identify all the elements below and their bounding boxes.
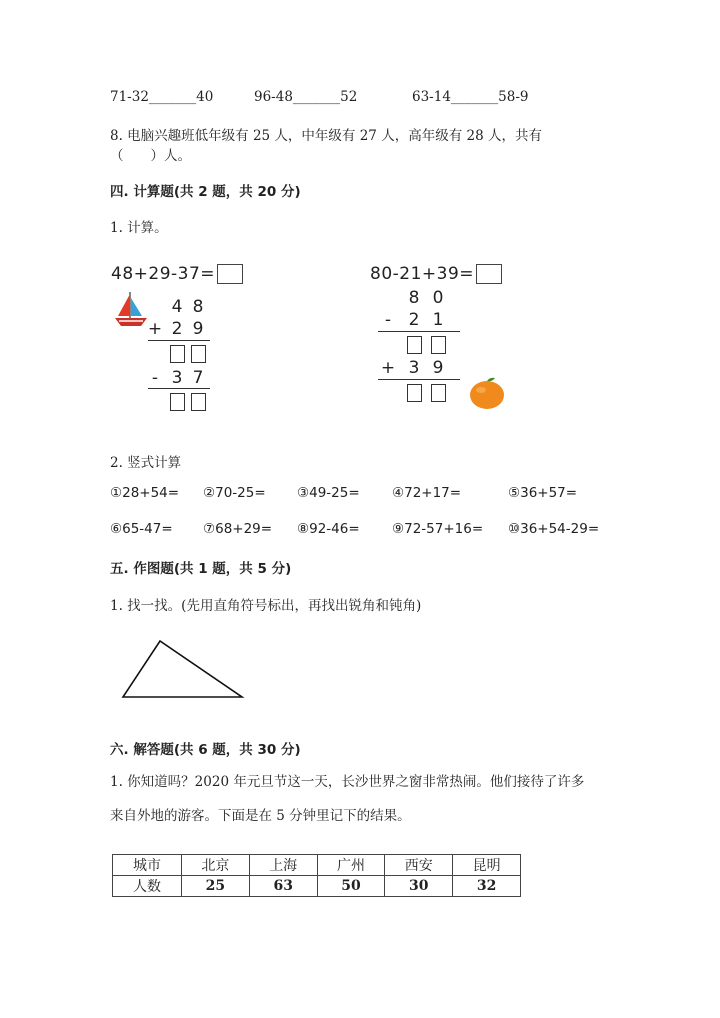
vertical-item-10: ⑩36+54-29= [508, 521, 600, 537]
vertical-item-5: ⑤36+57= [508, 485, 578, 501]
table-header-city: 城市 [113, 855, 182, 876]
right-op2-digit-2: 9 [432, 358, 444, 378]
left-final-box-2[interactable] [191, 393, 206, 411]
right-op1-digit-2: 1 [432, 310, 444, 330]
triangle-shape [123, 641, 242, 697]
left-divider-2 [148, 388, 210, 389]
sailboat-sail-red [118, 294, 130, 316]
orange-icon [468, 376, 506, 410]
compare-blank: _______ [148, 89, 197, 105]
section-5-title: 五. 作图题(共 1 题，共 5 分) [110, 561, 292, 577]
right-op2-digit-1: 3 [408, 358, 420, 378]
compare-right: 40 [196, 89, 214, 105]
right-top-digit-2: 0 [432, 288, 444, 308]
left-op2-digit-1: 3 [171, 368, 183, 388]
compare-item-3 [412, 89, 529, 105]
sailboat-sail-blue [131, 298, 142, 316]
vertical-item-6: ⑥65-47= [110, 521, 173, 537]
left-final-box-1[interactable] [170, 393, 185, 411]
left-equation-text: 48+29-37= [111, 264, 216, 284]
left-divider-1 [148, 340, 210, 341]
compare-blank: _______ [292, 89, 341, 105]
left-equation [111, 264, 243, 284]
right-op1-digit-1: 2 [408, 310, 420, 330]
left-mid-box-1[interactable] [170, 345, 185, 363]
triangle-figure [118, 636, 248, 702]
compare-item-2 [254, 89, 357, 105]
right-divider-2 [378, 379, 460, 380]
compare-left: 63-14 [412, 89, 451, 105]
orange-leaf [487, 378, 495, 381]
right-op2: + [380, 358, 396, 378]
vertical-item-2: ②70-25= [203, 485, 266, 501]
vertical-item-7: ⑦68+29= [203, 521, 273, 537]
right-top-digit-1: 8 [408, 288, 420, 308]
q2-label: 2. 竖式计算 [110, 455, 182, 471]
table-city-2: 上海 [249, 855, 317, 876]
left-op2-digit-2: 7 [192, 368, 204, 388]
vertical-item-8: ⑧92-46= [297, 521, 360, 537]
right-final-box-2[interactable] [431, 384, 446, 402]
vertical-item-4: ④72+17= [392, 485, 462, 501]
table-city-5: 昆明 [453, 855, 521, 876]
section-6-q1-line-1: 1. 你知道吗？2020 年元旦节这一天，长沙世界之窗非常热闹。他们接待了许多 [110, 774, 585, 790]
vertical-item-9: ⑨72-57+16= [392, 521, 484, 537]
section-6-title: 六. 解答题(共 6 题，共 30 分) [110, 742, 301, 758]
table-city-3: 广州 [317, 855, 385, 876]
compare-item-1 [110, 89, 213, 105]
left-op1-digit-1: 2 [171, 319, 183, 339]
right-mid-box-1[interactable] [407, 336, 422, 354]
sailboat-icon [113, 290, 149, 328]
table-count-3: 50 [317, 876, 385, 897]
vertical-item-3: ③49-25= [297, 485, 360, 501]
right-divider-1 [378, 331, 460, 332]
table-row [113, 855, 521, 876]
left-top-digit-1: 4 [171, 297, 183, 317]
left-top-digit-2: 8 [192, 297, 204, 317]
table-count-5: 32 [453, 876, 521, 897]
right-op1: - [384, 310, 392, 330]
table-count-4: 30 [385, 876, 453, 897]
table-row [113, 876, 521, 897]
section-4-title: 四. 计算题(共 2 题，共 20 分) [110, 184, 301, 200]
orange-highlight [476, 387, 486, 393]
compare-left: 96-48 [254, 89, 293, 105]
left-op2: - [151, 368, 159, 388]
right-mid-box-2[interactable] [431, 336, 446, 354]
table-count-2: 63 [249, 876, 317, 897]
vertical-item-1: ①28+54= [110, 485, 180, 501]
right-answer-box[interactable] [476, 264, 502, 284]
section-6-q1-line-2: 来自外地的游客。下面是在 5 分钟里记下的结果。 [110, 808, 411, 824]
compare-right: 58-9 [498, 89, 529, 105]
compare-left: 71-32 [110, 89, 149, 105]
left-op1-digit-2: 9 [192, 319, 204, 339]
right-equation [370, 264, 502, 284]
left-answer-box[interactable] [217, 264, 243, 284]
right-final-box-1[interactable] [407, 384, 422, 402]
left-mid-box-2[interactable] [191, 345, 206, 363]
section-5-q1-label: 1. 找一找。(先用直角符号标出，再找出锐角和钝角) [110, 598, 422, 614]
compare-blank: _______ [450, 89, 499, 105]
section-4-q1-label: 1. 计算。 [110, 220, 168, 236]
right-equation-text: 80-21+39= [370, 264, 475, 284]
table-city-4: 西安 [385, 855, 453, 876]
question-8-line-2: （ ）人。 [110, 148, 191, 164]
table-header-count: 人数 [113, 876, 182, 897]
question-8-line-1: 8. 电脑兴趣班低年级有 25 人，中年级有 27 人，高年级有 28 人，共有 [110, 128, 542, 144]
left-op1: + [147, 319, 163, 339]
visitor-table [112, 854, 521, 897]
table-city-1: 北京 [182, 855, 250, 876]
compare-right: 52 [340, 89, 358, 105]
orange-body [470, 381, 504, 409]
sailboat-stripe [119, 320, 143, 322]
table-count-1: 25 [182, 876, 250, 897]
